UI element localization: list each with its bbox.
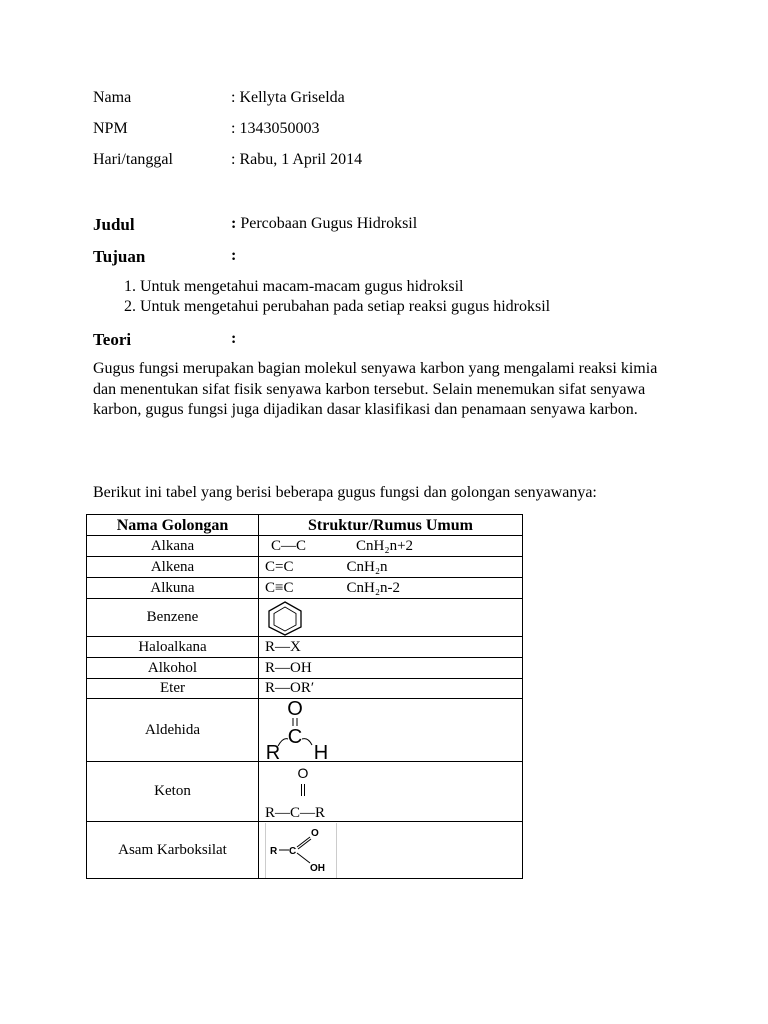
table-intro: Berikut ini tabel yang berisi beberapa gugus fungsi dan golongan senyawanya:: [93, 484, 597, 501]
judul-label: Judul: [93, 215, 135, 234]
row-structure: C≡C: [265, 579, 294, 596]
row-name: Keton: [87, 762, 259, 822]
carboxyl-o-atom: O: [311, 827, 319, 839]
carboxylic-acid-structure-icon: [266, 823, 336, 878]
hari-value: : Rabu, 1 April 2014: [231, 151, 363, 168]
teori-label: Teori: [93, 330, 132, 349]
table-row: [87, 822, 523, 879]
row-name: Asam Karboksilat: [87, 822, 259, 879]
row-name: Alkuna: [87, 578, 259, 599]
npm-value: : 1343050003: [231, 120, 320, 137]
row-structure-cell: [259, 699, 523, 762]
table-header-row: [87, 515, 523, 536]
teori-paragraph: Gugus fungsi merupakan bagian molekul senyawa karbon yang mengalami reaksi kimia dan menentukan sifat fisik senyawa karbon tersebut. Selain menemukan sifat senyawa karbon, gugus fungsi juga dijadikan dasar klasifikasi dan penamaan senyawa karbon.: [93, 360, 658, 418]
row-name: Alkana: [87, 536, 259, 557]
tujuan-label: Tujuan: [93, 247, 146, 266]
row-structure-cell: [259, 822, 523, 879]
nama-value: : Kellyta Griselda: [231, 89, 345, 106]
row-name: Eter: [87, 679, 259, 699]
row-formula: CnH₂n+2: [356, 537, 414, 554]
aldehyde-c-atom: C: [287, 726, 303, 748]
row-structure: C—C: [271, 537, 307, 554]
ketone-structure-icon: [265, 763, 355, 821]
aldehyde-r-atom: R: [265, 742, 281, 761]
npm-label: NPM: [93, 120, 128, 137]
carboxyl-oh-group: OH: [310, 862, 325, 874]
teori-colon: :: [231, 330, 237, 347]
tujuan-list: [118, 277, 550, 317]
benzene-ring-icon: [265, 600, 305, 636]
table-row: [87, 578, 523, 599]
row-name: Alkohol: [87, 658, 259, 679]
table-row: [87, 699, 523, 762]
row-structure-cell: [259, 557, 523, 578]
row-structure-cell: [259, 536, 523, 557]
row-structure-cell: [259, 578, 523, 599]
judul-line: [231, 215, 417, 233]
tujuan-item: 1. Untuk mengetahui macam-macam gugus hidroksil: [140, 277, 550, 297]
aldehyde-h-atom: H: [313, 742, 329, 761]
tujuan-colon: :: [231, 247, 237, 264]
header-struktur: Struktur/Rumus Umum: [259, 515, 523, 536]
row-formula: CnH₂n-2: [346, 579, 401, 596]
carboxyl-r-atom: R: [270, 845, 278, 857]
table-row: [87, 599, 523, 637]
table-row: [87, 536, 523, 557]
table-row: [87, 679, 523, 699]
row-formula: CnH₂n: [346, 558, 388, 575]
judul-value: Percobaan Gugus Hidroksil: [236, 215, 418, 232]
header-nama-golongan: Nama Golongan: [87, 515, 259, 536]
aldehyde-o-atom: O: [287, 699, 303, 720]
tujuan-item: 2. Untuk mengetahui perubahan pada setiap reaksi gugus hidroksil: [140, 297, 550, 317]
row-structure-cell: [259, 599, 523, 637]
row-structure: R—OH: [259, 658, 523, 679]
judul-colon: :: [231, 215, 237, 232]
carboxylic-acid-box: [265, 823, 337, 878]
hari-label: Hari/tanggal: [93, 151, 173, 168]
ketone-chain: R—C—R: [265, 804, 326, 821]
table-row: [87, 658, 523, 679]
ketone-o-atom: O: [297, 764, 309, 781]
row-structure: R—X: [259, 637, 523, 658]
row-structure: C=C: [265, 558, 294, 575]
row-structure-cell: [259, 762, 523, 822]
carboxyl-c-atom: C: [289, 845, 297, 857]
row-name: Benzene: [87, 599, 259, 637]
nama-label: Nama: [93, 89, 132, 106]
functional-group-table: [86, 514, 523, 879]
table-row: [87, 762, 523, 822]
row-name: Alkena: [87, 557, 259, 578]
row-name: Haloalkana: [87, 637, 259, 658]
table-row: [87, 637, 523, 658]
row-name: Aldehida: [87, 699, 259, 762]
aldehyde-structure-icon: [265, 699, 355, 761]
table-row: [87, 557, 523, 578]
row-structure: R—OR′: [259, 679, 523, 699]
